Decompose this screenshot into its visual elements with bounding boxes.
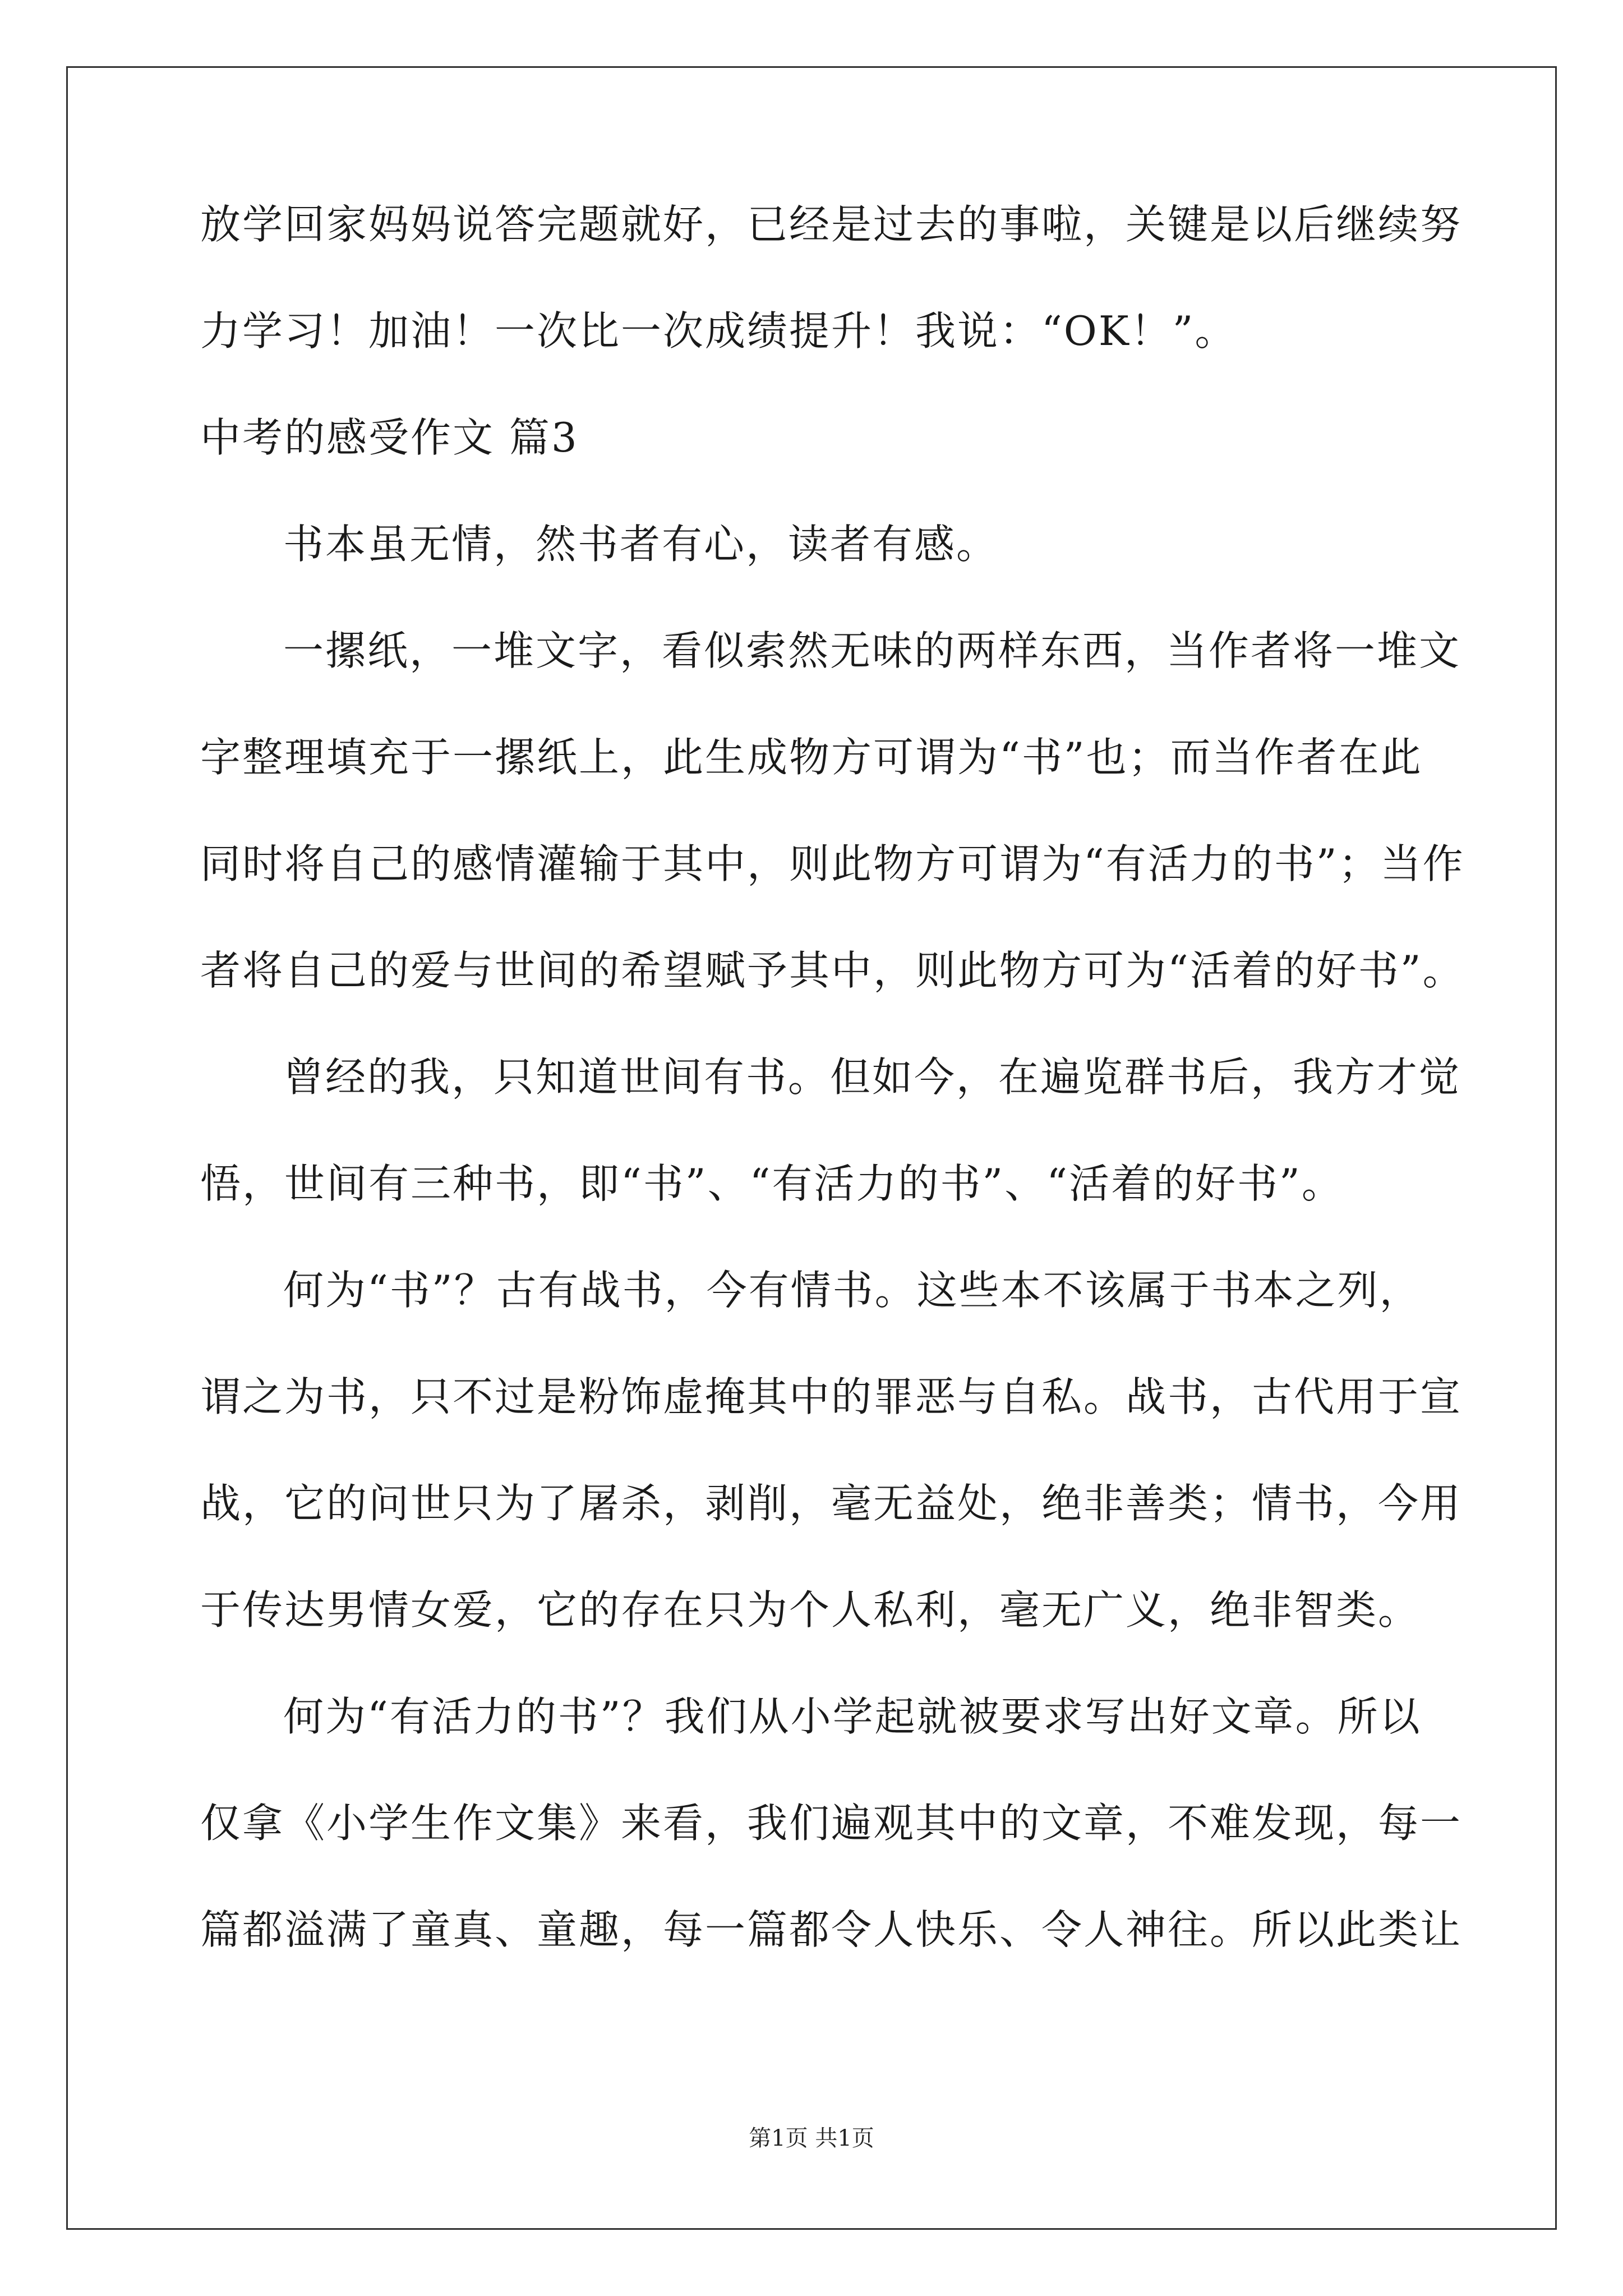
paragraph-line: 书本虽无情，然书者有心，读者有感。	[283, 521, 999, 568]
paragraph-line: 谓之为书，只不过是粉饰虚掩其中的罪恶与自私。战书，古代用于宣	[200, 1373, 1463, 1420]
paragraph-line: 一摞纸，一堆文字，看似索然无味的两样东西，当作者将一堆文	[283, 627, 1461, 674]
paragraph-line: 仅拿《小学生作文集》来看，我们遍观其中的文章，不难发现，每一	[200, 1800, 1463, 1847]
paragraph-line: 力学习！加油！一次比一次成绩提升！我说：“OK！”。	[200, 307, 1237, 355]
paragraph-line: 字整理填充于一摞纸上，此生成物方可谓为“书”也；而当作者在此	[200, 734, 1423, 781]
paragraph-line: 者将自己的爱与世间的希望赋予其中，则此物方可为“活着的好书”。	[200, 947, 1465, 994]
paragraph-line: 悟，世间有三种书，即“书”、“有活力的书”、“活着的好书”。	[200, 1160, 1344, 1207]
paragraph-line: 何为“有活力的书”？我们从小学起就被要求写出好文章。所以	[283, 1693, 1422, 1740]
paragraph-line: 同时将自己的感情灌输于其中，则此物方可谓为“有活力的书”；当作	[200, 840, 1465, 887]
section-heading: 中考的感受作文 篇3	[200, 414, 579, 461]
paragraph-line: 篇都溢满了童真、童趣，每一篇都令人快乐、令人神往。所以此类让	[200, 1906, 1463, 1953]
paragraph-line: 于传达男情女爱，它的存在只为个人私利，毫无广义，绝非智类。	[200, 1586, 1421, 1634]
paragraph-line: 曾经的我，只知道世间有书。但如今，在遍览群书后，我方才觉	[283, 1053, 1461, 1101]
paragraph-line: 战，它的问世只为了屠杀，剥削，毫无益处，绝非善类；情书，今用	[200, 1480, 1463, 1527]
page-number-footer: 第1页 共1页	[749, 2125, 874, 2151]
paragraph-line: 放学回家妈妈说答完题就好，已经是过去的事啦，关键是以后继续努	[200, 201, 1463, 248]
paragraph-line: 何为“书”？古有战书，今有情书。这些本不该属于书本之列，	[283, 1267, 1422, 1314]
